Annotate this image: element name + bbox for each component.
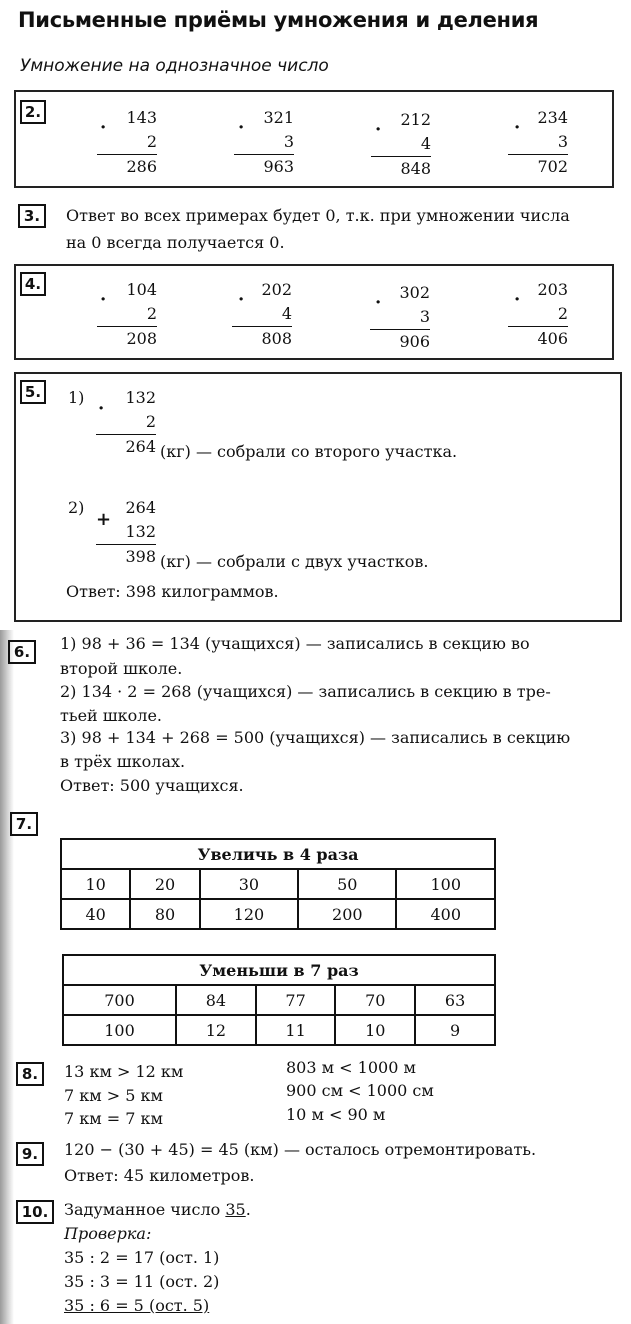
multiply-sign: · bbox=[514, 117, 521, 138]
task-7-number: 7. bbox=[10, 812, 38, 836]
table-header: Уменьши в 7 раз bbox=[63, 955, 495, 985]
task-6-line: 3) 98 + 134 + 268 = 500 (учащихся) — записались в секцию bbox=[60, 728, 571, 747]
task-3-line-2: на 0 всегда получается 0. bbox=[66, 233, 285, 252]
task-5-number: 5. bbox=[20, 380, 46, 404]
task-6-line: второй школе. bbox=[60, 659, 183, 678]
task-5-part-2-text: (кг) — собрали с двух участков. bbox=[160, 552, 429, 571]
multiply-sign: · bbox=[238, 117, 245, 138]
task-3-line-1: Ответ во всех примерах будет 0, т.к. при умножении числа bbox=[66, 206, 570, 225]
task-8-number: 8. bbox=[16, 1062, 44, 1086]
task-5-part-1-column: 132 2 264 bbox=[96, 386, 156, 459]
task-9-answer: Ответ: 45 километров. bbox=[64, 1166, 255, 1185]
table-row: 40 80 120 200 400 bbox=[61, 899, 495, 929]
task-4-example-4: 203 2 406 bbox=[508, 278, 568, 351]
page-edge-shadow bbox=[0, 630, 14, 1324]
task-8-left-line: 13 км > 12 км bbox=[64, 1062, 184, 1081]
table-row: 10 20 30 50 100 bbox=[61, 869, 495, 899]
table-row: 100 12 11 10 9 bbox=[63, 1015, 495, 1045]
task-5-part-1-text: (кг) — собрали со второго участка. bbox=[160, 442, 458, 461]
task-5-part-2-column: 264 132 398 bbox=[96, 496, 156, 569]
table-increase-4 bbox=[60, 838, 496, 930]
task-8-right-line: 803 м < 1000 м bbox=[286, 1058, 416, 1077]
task-8-right-line: 10 м < 90 м bbox=[286, 1105, 386, 1124]
table-row: 700 84 77 70 63 bbox=[63, 985, 495, 1015]
task-2-example-3: 212 4 848 bbox=[371, 108, 431, 181]
task-10-check-line: 35 : 6 = 5 (ост. 5) bbox=[64, 1296, 210, 1315]
task-10-number: 10. bbox=[16, 1200, 54, 1224]
task-5-part-2-label: 2) bbox=[68, 498, 85, 517]
table-decrease-7 bbox=[62, 954, 496, 1046]
multiply-sign: · bbox=[375, 119, 382, 140]
task-8-left-line: 7 км > 5 км bbox=[64, 1086, 163, 1105]
task-10-check-line: 35 : 2 = 17 (ост. 1) bbox=[64, 1248, 220, 1267]
task-2-example-2: 321 3 963 bbox=[234, 106, 294, 179]
task-5-part-1-label: 1) bbox=[68, 388, 85, 407]
task-4-number: 4. bbox=[20, 272, 46, 296]
multiply-sign: · bbox=[98, 398, 105, 419]
multiply-sign: · bbox=[100, 289, 107, 310]
plus-sign: + bbox=[96, 509, 112, 530]
task-6-line: 2) 134 · 2 = 268 (учащихся) — записались в секцию в тре- bbox=[60, 682, 551, 701]
multiply-sign: · bbox=[238, 289, 245, 310]
task-10-check-line: 35 : 3 = 11 (ост. 2) bbox=[64, 1272, 220, 1291]
task-10-line-1: Задуманное число 35. bbox=[64, 1200, 251, 1219]
task-4-example-2: 202 4 808 bbox=[232, 278, 292, 351]
task-4-example-1: 104 2 208 bbox=[97, 278, 157, 351]
task-9-number: 9. bbox=[16, 1142, 44, 1166]
task-2-example-1: 143 2 286 bbox=[97, 106, 157, 179]
task-2-example-4: 234 3 702 bbox=[508, 106, 568, 179]
multiply-sign: · bbox=[375, 292, 382, 313]
multiply-sign: · bbox=[514, 289, 521, 310]
task-4-example-3: 302 3 906 bbox=[370, 281, 430, 354]
page-title: Письменные приёмы умножения и деления bbox=[18, 8, 539, 32]
task-9-line-1: 120 − (30 + 45) = 45 (км) — осталось отремонтировать. bbox=[64, 1140, 537, 1159]
task-3-number: 3. bbox=[18, 204, 46, 228]
task-5-answer: Ответ: 398 килограммов. bbox=[66, 582, 279, 601]
task-6-line: в трёх школах. bbox=[60, 752, 186, 771]
task-2-number: 2. bbox=[20, 100, 46, 124]
task-8-right-line: 900 см < 1000 см bbox=[286, 1081, 434, 1100]
task-8-left-line: 7 км = 7 км bbox=[64, 1109, 163, 1128]
task-6-number: 6. bbox=[8, 640, 36, 664]
task-6-line: тьей школе. bbox=[60, 706, 163, 725]
task-6-line: 1) 98 + 36 = 134 (учащихся) — записались в секцию во bbox=[60, 634, 530, 653]
table-header: Увеличь в 4 раза bbox=[61, 839, 495, 869]
task-6-answer: Ответ: 500 учащихся. bbox=[60, 776, 244, 795]
section-subtitle: Умножение на однозначное число bbox=[20, 56, 329, 76]
multiply-sign: · bbox=[100, 117, 107, 138]
task-10-check-label: Проверка: bbox=[64, 1224, 152, 1243]
